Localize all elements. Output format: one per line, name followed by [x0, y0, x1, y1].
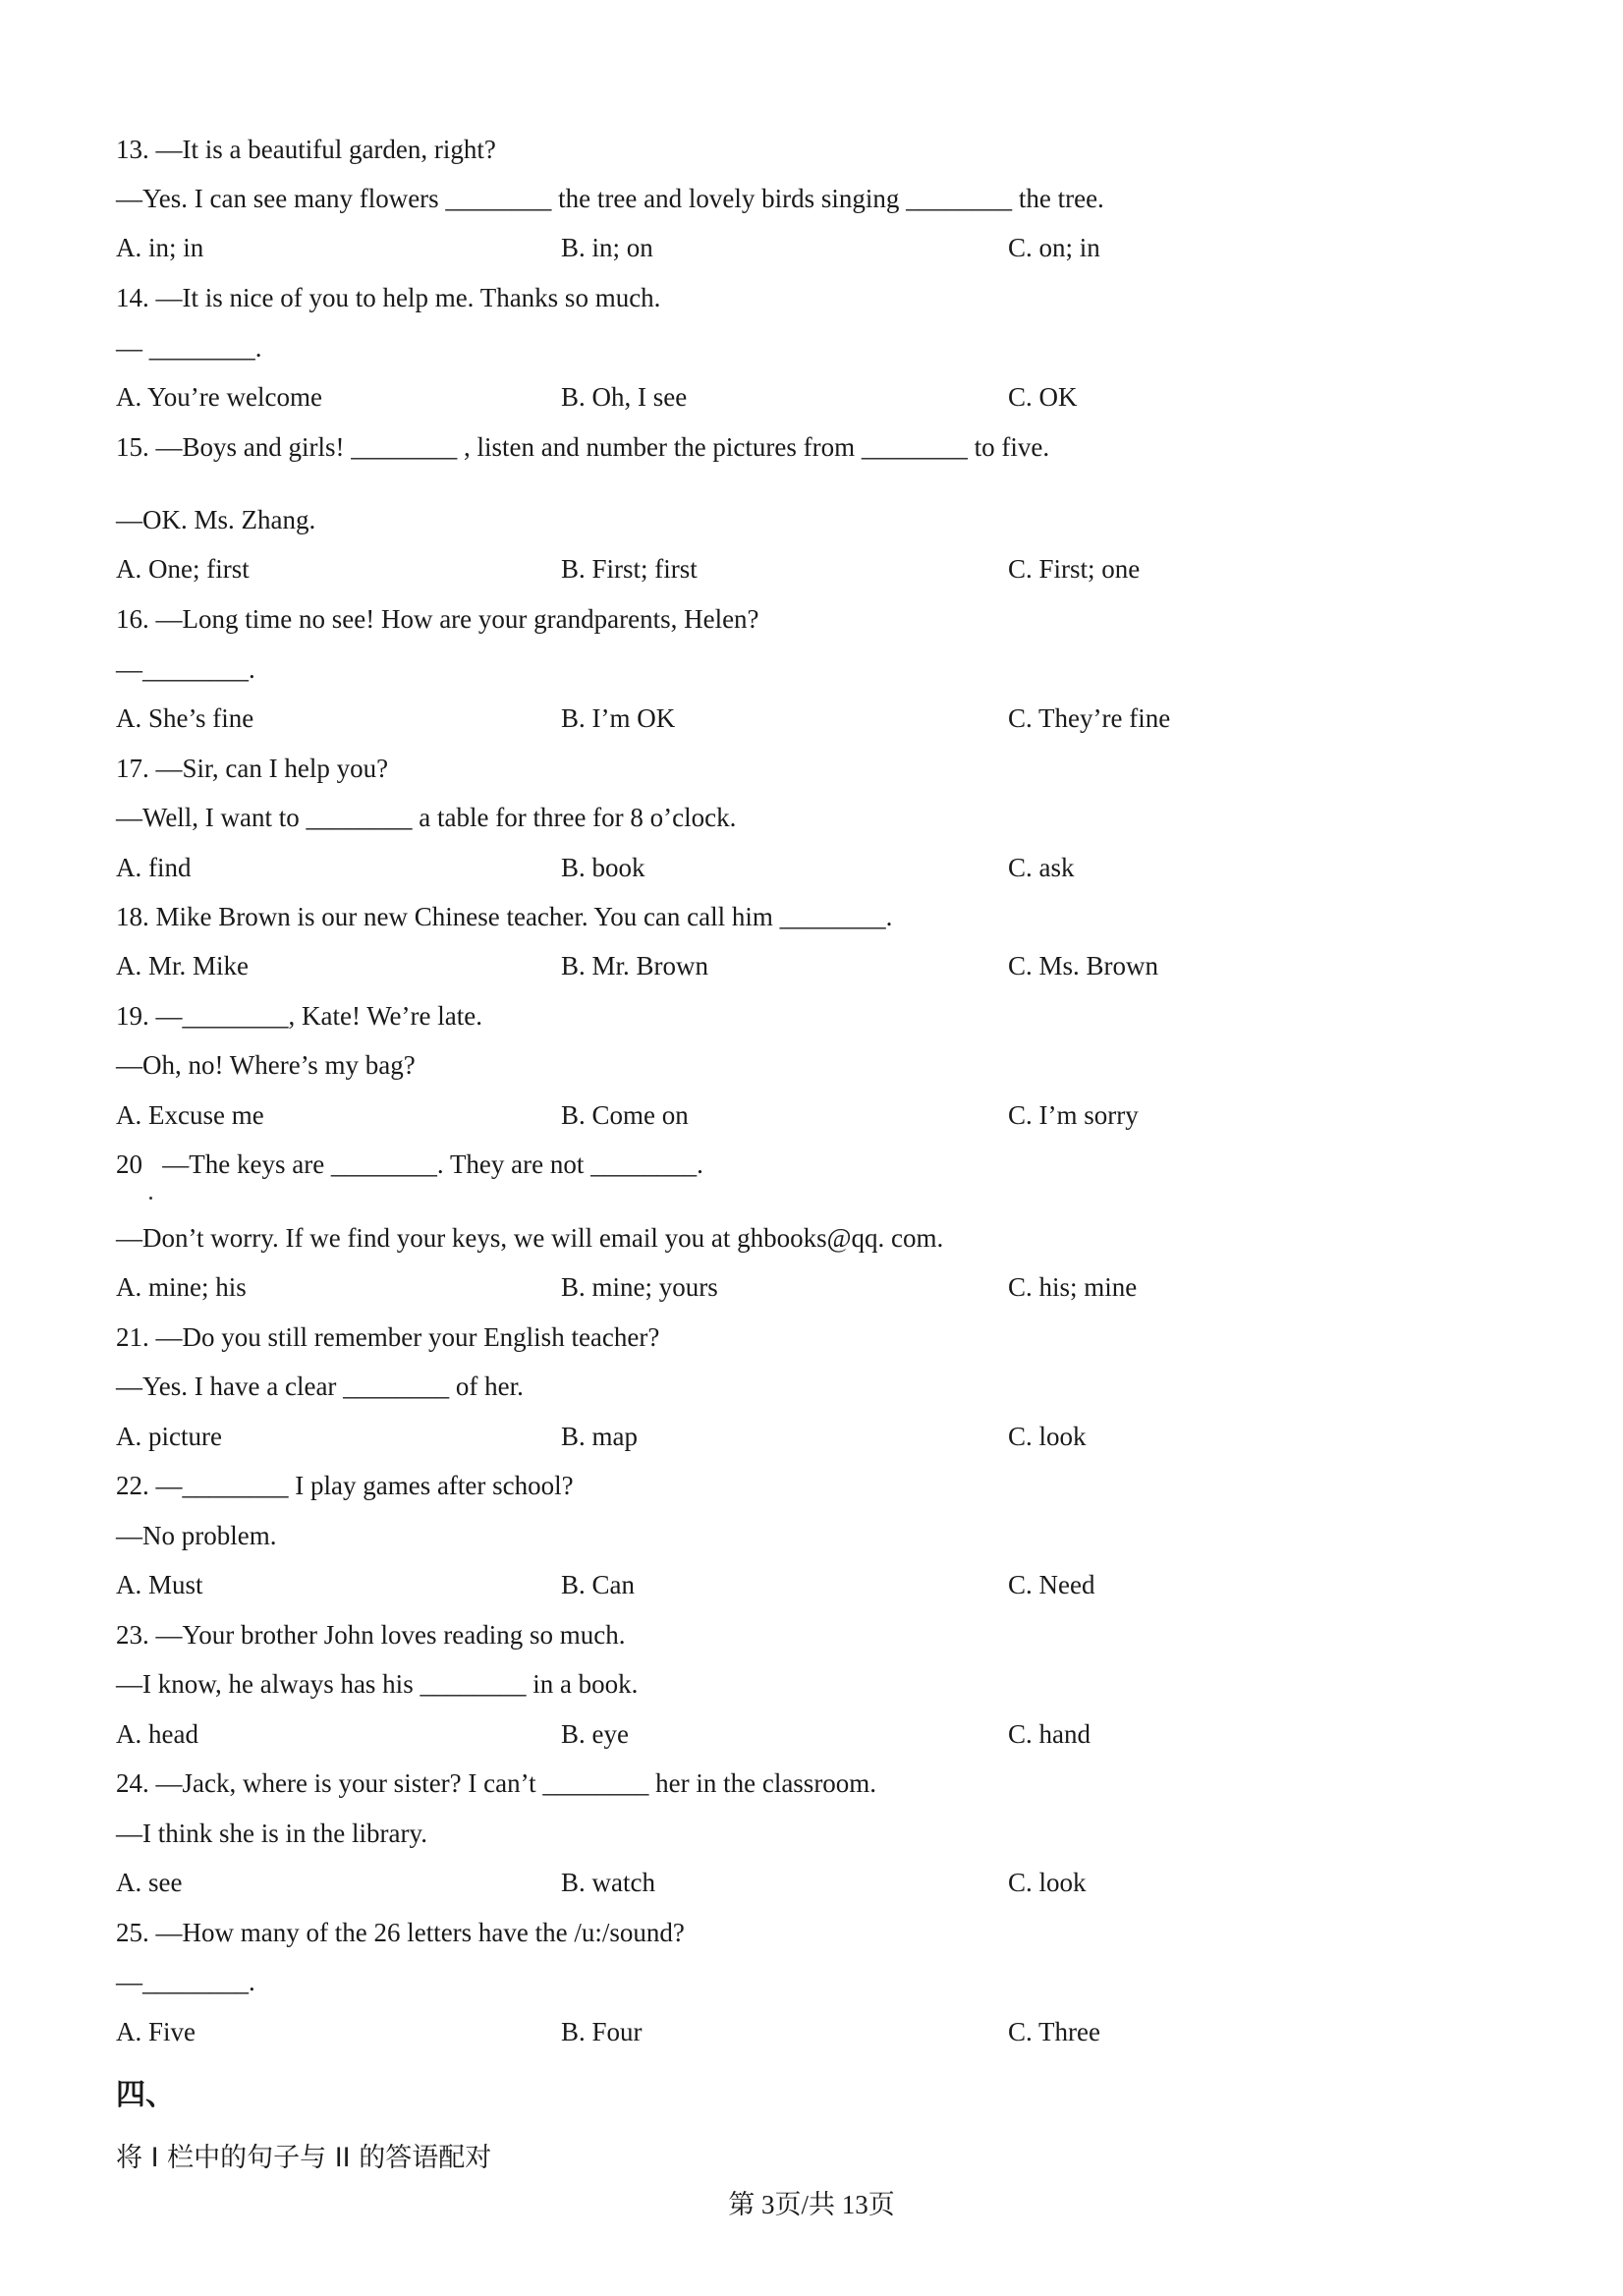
q14-option-c: C. OK	[1008, 382, 1078, 412]
q15-option-b: B. First; first	[561, 554, 698, 584]
q17-line-2: —Well, I want to ________ a table for three for 8 o’clock.	[116, 803, 737, 832]
q25-option-a: A. Five	[116, 2017, 196, 2046]
q14-line-1: 14. —It is nice of you to help me. Thanks so much.	[116, 283, 661, 312]
q23-option-c: C. hand	[1008, 1719, 1091, 1749]
q16-line-1: 16. —Long time no see! How are your grandparents, Helen?	[116, 604, 759, 634]
section-instruction: 将 I 栏中的句子与 II 的答语配对	[116, 2143, 492, 2173]
q24-line-2: —I think she is in the library.	[116, 1819, 427, 1848]
q20-option-b: B. mine; yours	[561, 1272, 718, 1302]
q23-line-1: 23. —Your brother John loves reading so much.	[116, 1620, 626, 1650]
q14-option-a: A. You’re welcome	[116, 382, 322, 412]
q16-line-2: —________.	[116, 654, 255, 684]
q18-option-a: A. Mr. Mike	[116, 951, 249, 980]
q16-option-a: A. She’s fine	[116, 703, 254, 733]
q23-option-a: A. head	[116, 1719, 198, 1749]
q25-line-2: —________.	[116, 1967, 255, 1996]
q22-option-c: C. Need	[1008, 1570, 1095, 1599]
q21-line-2: —Yes. I have a clear ________ of her.	[116, 1372, 524, 1401]
q13-option-a: A. in; in	[116, 233, 204, 262]
q24-option-a: A. see	[116, 1868, 183, 1897]
q25-option-c: C. Three	[1008, 2017, 1100, 2046]
section-heading: 四、	[116, 2078, 175, 2112]
q17-option-a: A. find	[116, 853, 192, 882]
q13-option-b: B. in; on	[561, 233, 653, 262]
q16-option-b: B. I’m OK	[561, 703, 676, 733]
q18-option-b: B. Mr. Brown	[561, 951, 709, 980]
q20-line-1: 20 —The keys are ________. They are not ________.	[116, 1149, 703, 1179]
q13-option-c: C. on; in	[1008, 233, 1100, 262]
q15-line-2: —OK. Ms. Zhang.	[116, 505, 316, 534]
q14-line-2: — ________.	[116, 333, 262, 363]
q20-line-2: —Don’t worry. If we find your keys, we will email you at ghbooks@qq. com.	[116, 1223, 944, 1253]
q21-line-1: 21. —Do you still remember your English teacher?	[116, 1322, 660, 1352]
q22-option-b: B. Can	[561, 1570, 636, 1599]
q19-line-1: 19. —________, Kate! We’re late.	[116, 1001, 482, 1031]
q18-line-1: 18. Mike Brown is our new Chinese teacher. You can call him ________.	[116, 902, 893, 931]
q13-line-2: —Yes. I can see many flowers ________ the tree and lovely birds singing ________ the tree.	[116, 184, 1104, 213]
q24-line-1: 24. —Jack, where is your sister? I can’t ________ her in the classroom.	[116, 1768, 877, 1798]
q19-option-c: C. I’m sorry	[1008, 1100, 1139, 1130]
q25-line-1: 25. —How many of the 26 letters have the /u:/sound?	[116, 1918, 685, 1947]
q17-option-c: C. ask	[1008, 853, 1075, 882]
q21-option-c: C. look	[1008, 1422, 1087, 1451]
q22-line-2: —No problem.	[116, 1521, 277, 1550]
q24-option-c: C. look	[1008, 1868, 1087, 1897]
q17-line-1: 17. —Sir, can I help you?	[116, 754, 389, 783]
q23-option-b: B. eye	[561, 1719, 629, 1749]
q21-option-a: A. picture	[116, 1422, 222, 1451]
q15-option-c: C. First; one	[1008, 554, 1141, 584]
q16-option-c: C. They’re fine	[1008, 703, 1171, 733]
q22-line-1: 22. —________ I play games after school?	[116, 1471, 574, 1500]
q20-option-a: A. mine; his	[116, 1272, 247, 1302]
q19-option-a: A. Excuse me	[116, 1100, 264, 1130]
q21-option-b: B. map	[561, 1422, 638, 1451]
q17-option-b: B. book	[561, 853, 645, 882]
q15-line-1: 15. —Boys and girls! ________ , listen and number the pictures from ________ to five.	[116, 432, 1050, 462]
q24-option-b: B. watch	[561, 1868, 655, 1897]
q25-option-b: B. Four	[561, 2017, 643, 2046]
q23-line-2: —I know, he always has his ________ in a book.	[116, 1669, 639, 1699]
q18-option-c: C. Ms. Brown	[1008, 951, 1159, 980]
page-footer: 第 3页/共 13页	[728, 2190, 895, 2219]
q14-option-b: B. Oh, I see	[561, 382, 688, 412]
period-mark	[149, 1197, 152, 1200]
q19-line-2: —Oh, no! Where’s my bag?	[116, 1050, 416, 1080]
q19-option-b: B. Come on	[561, 1100, 689, 1130]
q20-option-c: C. his; mine	[1008, 1272, 1138, 1302]
q22-option-a: A. Must	[116, 1570, 203, 1599]
q13-line-1: 13. —It is a beautiful garden, right?	[116, 135, 496, 164]
q15-option-a: A. One; first	[116, 554, 250, 584]
